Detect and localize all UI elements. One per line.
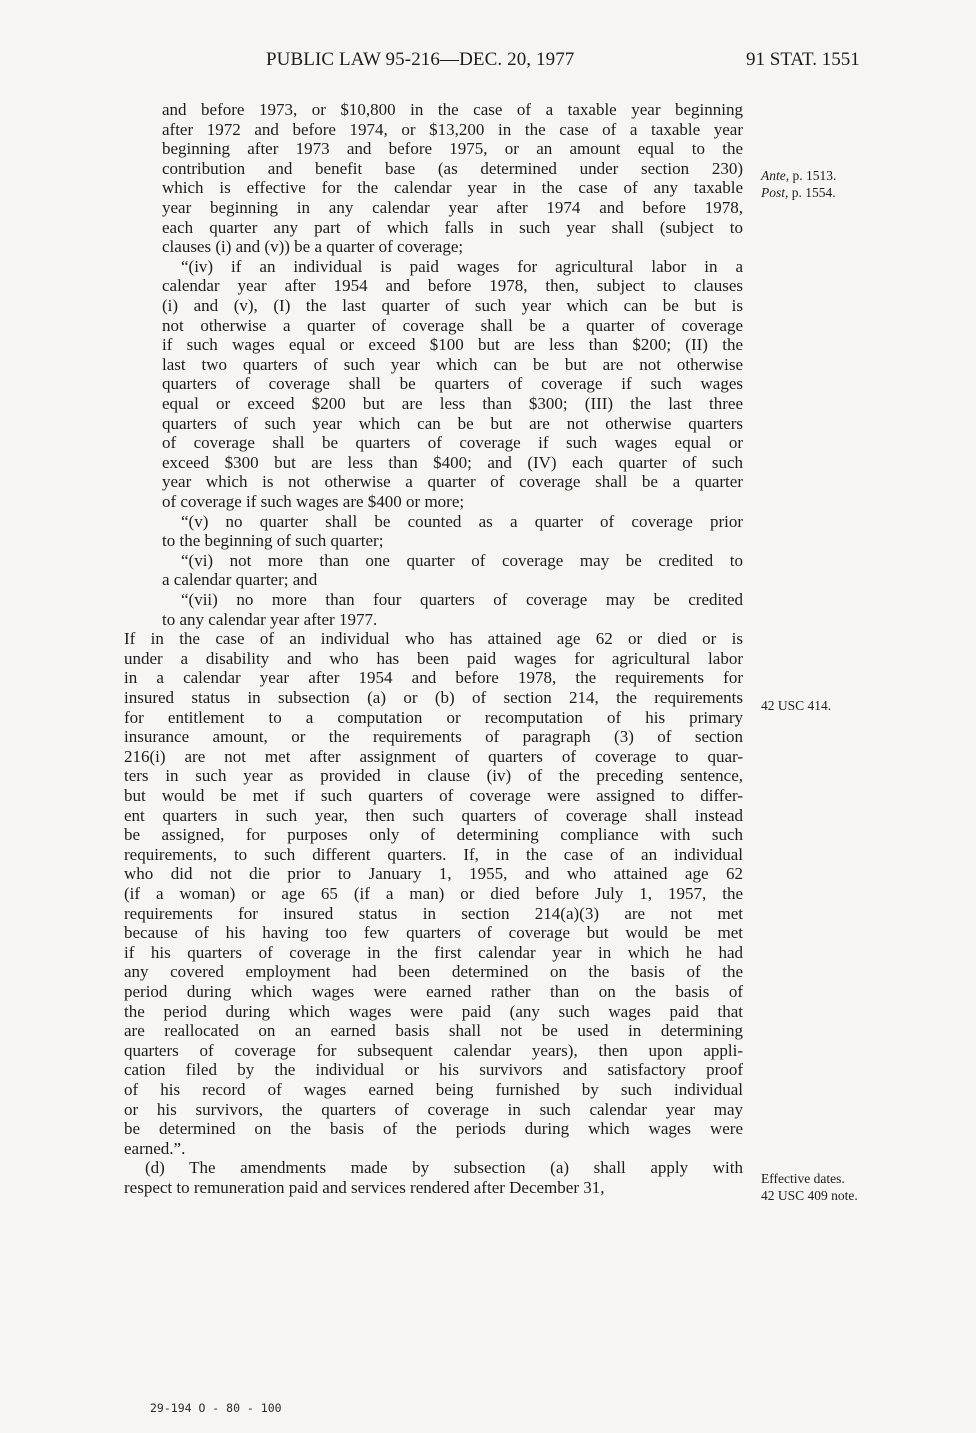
text-line: clauses (i) and (v)) be a quarter of coverage; [162, 237, 464, 257]
running-header-page-ref: 91 STAT. 1551 [746, 49, 860, 70]
text-line: of coverage shall be quarters of coverage if such wages equal or [162, 433, 743, 453]
text-line: (if a woman) or age 65 (if a man) or died before July 1, 1957, the [124, 884, 743, 903]
text-line: beginning after 1973 and before 1975, or an amount equal to the [162, 139, 743, 159]
text-line: after 1972 and before 1974, or $13,200 in the case of a taxable year [162, 119, 743, 139]
text-line: of his record of wages earned being furnished by such individual [124, 1080, 743, 1099]
text-line: requirements for insured status in section 214(a)(3) are not met [124, 903, 743, 923]
margin-note-post [761, 184, 836, 201]
text-line: calendar year after 1954 and before 1978, then, subject to clauses [162, 276, 743, 296]
text-line: quarters of such year which can be but are not otherwise quarters [162, 413, 743, 433]
post-label: Post, [761, 185, 789, 200]
text-line: to the beginning of such quarter; [162, 531, 384, 551]
text-line: insurance amount, or the requirements of paragraph (3) of section [124, 727, 743, 747]
margin-note-ante [761, 167, 836, 184]
text-line: each quarter any part of which falls in such year shall (subject to [162, 217, 743, 237]
text-line: the period during which wages were paid (any such wages paid that [124, 1001, 743, 1021]
ante-page: p. 1513. [792, 168, 837, 183]
text-line: (d) The amendments made by subsection (a) shall apply with [145, 1158, 743, 1178]
text-line: because of his having too few quarters of coverage but would be met [124, 923, 743, 943]
text-line: cation filed by the individual or his survivors and satisfactory proof [124, 1060, 743, 1080]
margin-note-usc-414: 42 USC 414. [761, 698, 832, 713]
text-line: but would be met if such quarters of coverage were assigned to differ- [124, 786, 743, 805]
text-line: year which is not otherwise a quarter of coverage shall be a quarter [162, 472, 743, 492]
text-line: period during which wages were earned rather than on the basis of [124, 982, 743, 1001]
text-line: any covered employment had been determined on the basis of the [124, 962, 743, 982]
text-line: (i) and (v), (I) the last quarter of such year which can be but is [162, 296, 743, 315]
text-line: ters in such year as provided in clause (iv) of the preceding sentence, [124, 766, 743, 786]
text-line: “(iv) if an individual is paid wages for agricultural labor in a [181, 256, 743, 276]
text-line: last two quarters of such year which can be but are not otherwise [162, 354, 743, 374]
post-page: p. 1554. [791, 185, 836, 200]
text-line: 216(i) are not met after assignment of quarters of coverage to quar- [124, 746, 743, 766]
text-line: and before 1973, or $10,800 in the case of a taxable year beginning [162, 100, 743, 119]
running-header-title: PUBLIC LAW 95-216—DEC. 20, 1977 [266, 49, 575, 70]
text-line: quarters of coverage shall be quarters of coverage if such wages [162, 374, 743, 394]
text-line: equal or exceed $200 but are less than $300; (III) the last three [162, 394, 743, 413]
text-line: a calendar quarter; and [162, 570, 318, 590]
text-line: exceed $300 but are less than $400; and (IV) each quarter of such [162, 452, 743, 472]
text-line: for entitlement to a computation or recomputation of his primary [124, 707, 743, 727]
text-line: “(vii) no more than four quarters of coverage may be credited [181, 590, 743, 609]
text-line: insured status in subsection (a) or (b) of section 214, the requirements [124, 688, 743, 707]
margin-note-effective-dates: Effective dates. [761, 1171, 845, 1186]
text-line: quarters of coverage for subsequent calendar years), then upon appli- [124, 1040, 743, 1060]
text-line: “(vi) not more than one quarter of coverage may be credited to [181, 550, 743, 570]
text-line: if his quarters of coverage in the first calendar year in which he had [124, 942, 743, 962]
text-line: if such wages equal or exceed $100 but are less than $200; (II) the [162, 335, 743, 355]
text-line: be determined on the basis of the periods during which wages were [124, 1119, 743, 1139]
text-line: in a calendar year after 1954 and before 1978, the requirements for [124, 668, 743, 688]
text-line: “(v) no quarter shall be counted as a quarter of coverage prior [181, 511, 743, 531]
printing-code: 29-194 O - 80 - 100 [150, 1401, 282, 1415]
text-line: respect to remuneration paid and services rendered after December 31, [124, 1178, 605, 1197]
text-line: If in the case of an individual who has attained age 62 or died or is [124, 629, 743, 649]
ante-label: Ante, [761, 168, 790, 183]
text-line: contribution and benefit base (as determined under section 230) [162, 158, 743, 178]
text-line: year beginning in any calendar year after 1974 and before 1978, [162, 198, 743, 217]
margin-note-usc-409: 42 USC 409 note. [761, 1188, 858, 1203]
text-line: who did not die prior to January 1, 1955, and who attained age 62 [124, 864, 743, 884]
text-line: under a disability and who has been paid wages for agricultural labor [124, 648, 743, 668]
text-line: of coverage if such wages are $400 or more; [162, 492, 465, 511]
text-line: are reallocated on an earned basis shall not be used in determining [124, 1021, 743, 1041]
text-line: or his survivors, the quarters of coverage in such calendar year may [124, 1099, 743, 1119]
text-line: earned.”. [124, 1138, 186, 1158]
text-line: requirements, to such different quarters. If, in the case of an individual [124, 844, 743, 864]
text-line: to any calendar year after 1977. [162, 609, 378, 629]
text-line: which is effective for the calendar year in the case of any taxable [162, 178, 743, 198]
text-line: not otherwise a quarter of coverage shall be a quarter of coverage [162, 315, 743, 335]
text-line: ent quarters in such year, then such quarters of coverage shall instead [124, 805, 743, 825]
text-line: be assigned, for purposes only of determining compliance with such [124, 825, 743, 845]
